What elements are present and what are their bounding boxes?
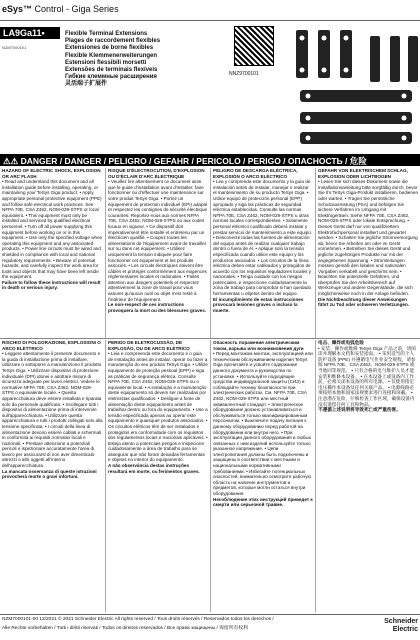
header bbox=[0, 0, 420, 22]
hazard-warning: La mancata osservanza di queste istruzioni provocherà morte o gravi infortuni. bbox=[2, 468, 97, 480]
safety-col-it bbox=[0, 340, 105, 612]
safety-row-2 bbox=[0, 340, 420, 612]
safety-col-de bbox=[315, 168, 420, 338]
hazard-heading: 电击、爆炸或电弧危险 bbox=[318, 340, 364, 345]
hazard-heading: RISCHIO DI FOLGORAZIONE, ESPLOSIONI O ARCO ELETTRICO bbox=[2, 340, 101, 351]
hazard-warning: Le non-respect de ces instructions provoquera la mort ou des blessures graves. bbox=[108, 302, 207, 313]
hazard-body: • 安装、操作或维修 TeSys Giga 产品之前，请阅读并理解本文档和安装指南。 • 采用适当的个人防护设备 (PPE) 并遵循电气作业安全规程，请参阅 NFPA 70E、CSA Z462、NOM-029-STPS 或当地同等规范。 • 只有合格的电气维护人员才能安装和维修本设备。 • 在本设备上或设备内工作前，必须关闭本设备的所有电源。 • 仅使用指定电压操作本设备及任何关联产品。 • 电源线路必须按照本地和国家法规要求进行连接和屏蔽。 • 注意潜在危险，仔细检查工作区域，确保设备内没有遗留任何工具和物品。 bbox=[318, 345, 416, 407]
safety-col-en bbox=[0, 168, 105, 338]
hazard-warning: A não observância destas instruções resultará em morte, ou ferimentos graves. bbox=[108, 463, 200, 474]
title-fr: Plages de raccordement flexibles bbox=[65, 38, 161, 45]
logo-line-1: Schneider bbox=[384, 618, 418, 625]
logo-line-2: Electric bbox=[392, 626, 418, 633]
safety-col-pt bbox=[105, 340, 210, 612]
header-divider bbox=[0, 20, 420, 21]
title-en: Flexible Terminal Extensions bbox=[65, 31, 148, 37]
doc-ref: NZM7000101 bbox=[2, 45, 27, 50]
hazard-heading: HAZARD OF ELECTRIC SHOCK, EXPLOSION OR ARC FLASH bbox=[2, 168, 101, 179]
hazard-heading: PELIGRO DE DESCARGA ELÉCTRICA, EXPLOSIÓN O ARCO ELÉCTRICO bbox=[213, 168, 298, 179]
hazard-heading: GEFAHR VON ELEKTRISCHEM SCHLAG, EXPLOSION ODER LICHTBOGEN bbox=[318, 168, 408, 179]
hazard-body: • Veuillez lire attentivement ce document ainsi que le guide d'installation avant d'installer, faire fonctionner ou d'effectuer une maintenance sur votre produit TeSys Giga. • Portez un équipement de protection individuel (EPI) adapté et respectez les consignes de sécurité électrique courantes. Reportez-vous aux normes NFPA 70E, CSA Z462, NOM-029-STPS ou aux codes locaux en vigueur. • Ce dispositif doit impérativement être installé et entretenu par un électricien qualifié. • Coupez toutes les alimentations de l'équipement avant de travailler sur ou dans cet équipement. • Utilisez uniquement la tension indiquée pour faire fonctionner cet équipement et les produits associés. • Les circuits électriques doivent être câblés et protégés conformément aux exigences réglementaires locales et nationales. • Faites attention aux dangers potentiels et inspectez attentivement la zone de travail pour vous assurer qu'aucun outil ou objet n'est resté à l'intérieur de l'équipement. bbox=[108, 179, 208, 302]
hazard-warning: 不遵循上述说明将导致死亡或严重伤害。 bbox=[318, 407, 401, 413]
row-divider bbox=[0, 338, 420, 339]
hazard-warning: Failure to follow these instructions will result in death or serious injury. bbox=[2, 279, 101, 291]
title-it: Estensioni flessibili morsetti bbox=[65, 59, 147, 66]
hazard-warning: Несоблюдение этих инструкций приведет к смерти или серьезной травме. bbox=[213, 496, 313, 508]
copyright-line-1: NZM7000101-00 12/2021 © 2021 Schneider Electric All rights reserved / Tous droits réservés / Reservados todos los derechos / bbox=[2, 617, 274, 622]
hazard-heading: RISQUE D'ÉLECTROCUTION, D'EXPLOSION OU D'ÉCLAIR D'ARC ÉLECTRIQUE bbox=[108, 168, 205, 179]
title-ru: Гибкие клеммные расширения bbox=[65, 74, 157, 81]
schneider-logo bbox=[384, 618, 418, 634]
safety-col-ru bbox=[210, 340, 315, 612]
hazard-warning: Die Nichtbeachtung dieser Anweisungen führt zu Tod oder schweren Verletzungen. bbox=[318, 296, 410, 308]
title-zh: 灵活端子扩展件 bbox=[65, 81, 108, 88]
hazard-body: • Перед монтажом монтаж, эксплуатацией или техническим обслуживанием изделия TeSys Giga прочитайте и усвойте содержание данного документа и руководства по установке. • Используйте подходящие средства индивидуальной защиты (СИЗ) и соблюдайте технику безопасности при электрических работах. См. NFPA 70E, CSA Z462, NOM-029-STPS или местный эквивалентный стандарт. • Электрическое оборудование должно устанавливаться и обслуживаться только квалифицированным персоналом. • Выключите подачу питания к данному оборудованию перед работой на оборудовании или внутри него. • При эксплуатации данного оборудования и любых связанных с ним изделий используйте только указанное напряжение. • Цепи электропитания должны быть подключены и защищены в соответствии с местными и национальными нормативными требованиями. • Избегайте потенциальных опасностей, внимательно осмотрите рабочую область на наличие инструментов и предметов, которые могли остаться внутри оборудования. bbox=[213, 351, 313, 497]
qr-code bbox=[234, 26, 274, 66]
copyright-line-2: Alle Rechte vorbehalten / Tutti i diritti riservati / Todos os direitos reservados / Все права защищены / 保留所有权利 bbox=[2, 626, 248, 631]
hazard-body: • Leggere attentamente il presente documento e la guida di installazione prima di installare, utilizzare o sottoporre a manutenzione il prodotto TeSys Giga. • Utilizzare dispositivi di protezione individuale (DPI) idonei e adottare misure di sicurezza adeguate per lavori elettrici. Vedere le normative NFPA 70E, CSA Z462, NOM-029-STPS o equivalente locale. • Questa apparecchiatura deve essere installata e riparata solo da personale qualificato. • Scollegare tutti i dispositivi di alimentazione prima di intervenire sull'apparecchiatura. • Utilizzare questa apparecchiatura e tutti i prodotti collegati solo alla tensione specificata. • I circuiti della linea di alimentazione devono essere cablati e schermati in conformità ai requisiti normativi locali e nazionali. • Prestare attenzione a potenziali pericoli e ispezionare accuratamente l'area di lavoro per assicurarsi di non aver dimenticato attrezzi o altri oggetti all'interno dell'apparecchiatura. bbox=[2, 351, 103, 469]
hazard-body: • Read and understand this document and all installation guide before installing, operating, or maintaining your TeSys Giga product. • Apply appropriate personal protective equipment (PPE) and follow safe electrical work practices. See NFPA 70E, CSA Z462, NOM-029-STPS or local equivalent. • This equipment must only be installed and serviced by qualified electrical personnel. • Turn off all power supplying this equipment before working on or in this equipment. • Use only the specified voltage when operating this equipment and any associated products. • Power line circuits must be wired and shielded in compliance with local and national regulatory requirements. • Beware of potential hazards, and carefully inspect the work area for tools and objects that may have been left inside the equipment. bbox=[2, 179, 103, 280]
danger-heading: ⚠⚠ DANGER / DANGER / PELIGRO / GEFAHR / PERICOLO / PERIGO / ОПАСНОСТЬ / 危险 bbox=[0, 154, 420, 166]
hazard-body: • Lesen Sie sich dieses Dokument sowie die Installationsanleitung bitte sorgfältig durch, bevor Sie Ihr TeSys Giga-Produkt installieren, bedienen oder warten. • Tragen Sie persönliche Schutzausrüstung (PSA) und befolgen Sie sichere Verfahren im Umgang mit Elektrogeräten. Siehe NFPA 70E, CSA Z462, NOM-029-STPS oder lokale Entsprechung. • Dieses Gerät darf nur von qualifiziertem Elektrofachpersonal installiert und gewartet werden. • Schalten Sie jegliche Stromversorgung ab, bevor Sie Arbeiten am oder im Gerät vornehmen. • Betreiben Sie dieses Gerät und jegliche zugehörigen Produkte nur mit der angegebenen Spannung. • Stromleitungen müssen gemäß den lokalen und nationalen Vorgaben verkabelt und geschirmt sein. • Beachten Sie potenzielle Gefahren, und überprüfen Sie den Arbeitsbereich auf Werkzeuge und andere Gegenstände, die sich möglicherweise noch in der Anlage befinden. bbox=[318, 179, 419, 297]
safety-col-zh bbox=[315, 340, 420, 612]
title-de: Flexible Klemmenerweiterungen bbox=[65, 52, 158, 59]
title-es: Extensiones de borne flexibles bbox=[65, 45, 154, 52]
brand-title bbox=[2, 4, 119, 14]
qr-label: NNZ9700101 bbox=[229, 71, 259, 77]
product-titles bbox=[65, 31, 215, 89]
brand-prefix: eSys™ bbox=[2, 4, 33, 14]
safety-row-1 bbox=[0, 168, 420, 338]
safety-col-es bbox=[210, 168, 315, 338]
hazard-body: • Leia e compreenda este documento e o guia de instalação antes de instalar, operar ou fazer a manutenção do seu produto TeSys Giga. • Utilize equipamento de proteção pessoal (EPP) e siga as práticas de segurança elétrica. Consulte NFPA 70E, CSA Z462, NOM-029-STPS ou o equivalente local. • A instalação e a manutenção deste equipamento só devem ser realizadas por eletricistas qualificados. • Desligue a fonte de alimentação deste equipamento antes de trabalhar dentro ou fora do equipamento. • Use a tensão especificada apenas ao operar este equipamento e quaisquer produtos associados. • Os circuitos elétricos têm de ser instalados e protegidos em conformidade com os requisitos dos regulamentos locais e nacionais aplicáveis. • Esteja atento a potenciais perigos e inspecione cuidadosamente a área de trabalho para se assegurar que não foram deixadas ferramentas e objetos no interior do equipamento. bbox=[108, 351, 208, 463]
hazard-body: • Lea y comprenda este documento y la guía de instalación antes de instalar, manejar o realizar el mantenimiento de su producto TeSys Giga. • Utilice equipo de protección personal (EPP) apropiado y siga las prácticas de seguridad eléctrica establecidas. Consulte las normas NFPA 70E, CSA Z462, NOM-029-STPS u otras normas locales correspondientes. • Solamente personal eléctrico cualificado deberá instalar y prestar servicio de mantenimiento a este equipo. • Desconecte todas las fuentes de alimentación del equipo antes de realizar cualquier trabajo dentro o fuera de él. • Aplique solo la tensión especificada cuando utilice este equipo y los productos asociados. • Los circuitos de la línea eléctrica deben estar cableados y protegidos de acuerdo con los requisitos reguladores locales y nacionales. • Tenga cuidado con los riesgos potenciales, e inspeccione cuidadosamente la zona de trabajo para comprobar si han quedado herramientas u objetos dentro del equipo. bbox=[213, 179, 313, 297]
flexible-bar-icon bbox=[296, 30, 418, 144]
hazard-heading: Опасность поражения электрическим током, взрыва или возникновения дуги bbox=[213, 340, 304, 351]
footer bbox=[0, 614, 420, 640]
hazard-heading: PERIGO DE ELETROCUSSÃO, DE EXPLOSÃO, OU DE ARCO ELÉTRICO bbox=[108, 340, 190, 351]
product-illustration bbox=[292, 26, 420, 148]
part-code: LA9Ga11• bbox=[0, 27, 60, 39]
title-pt: Extensões de terminais flexíveis bbox=[65, 67, 158, 74]
safety-col-fr bbox=[105, 168, 210, 338]
brand-series: Control - Giga Series bbox=[32, 4, 119, 14]
hazard-warning: El incumplimiento de estas instrucciones provocará lesiones graves o incluso la muerte. bbox=[213, 296, 304, 313]
